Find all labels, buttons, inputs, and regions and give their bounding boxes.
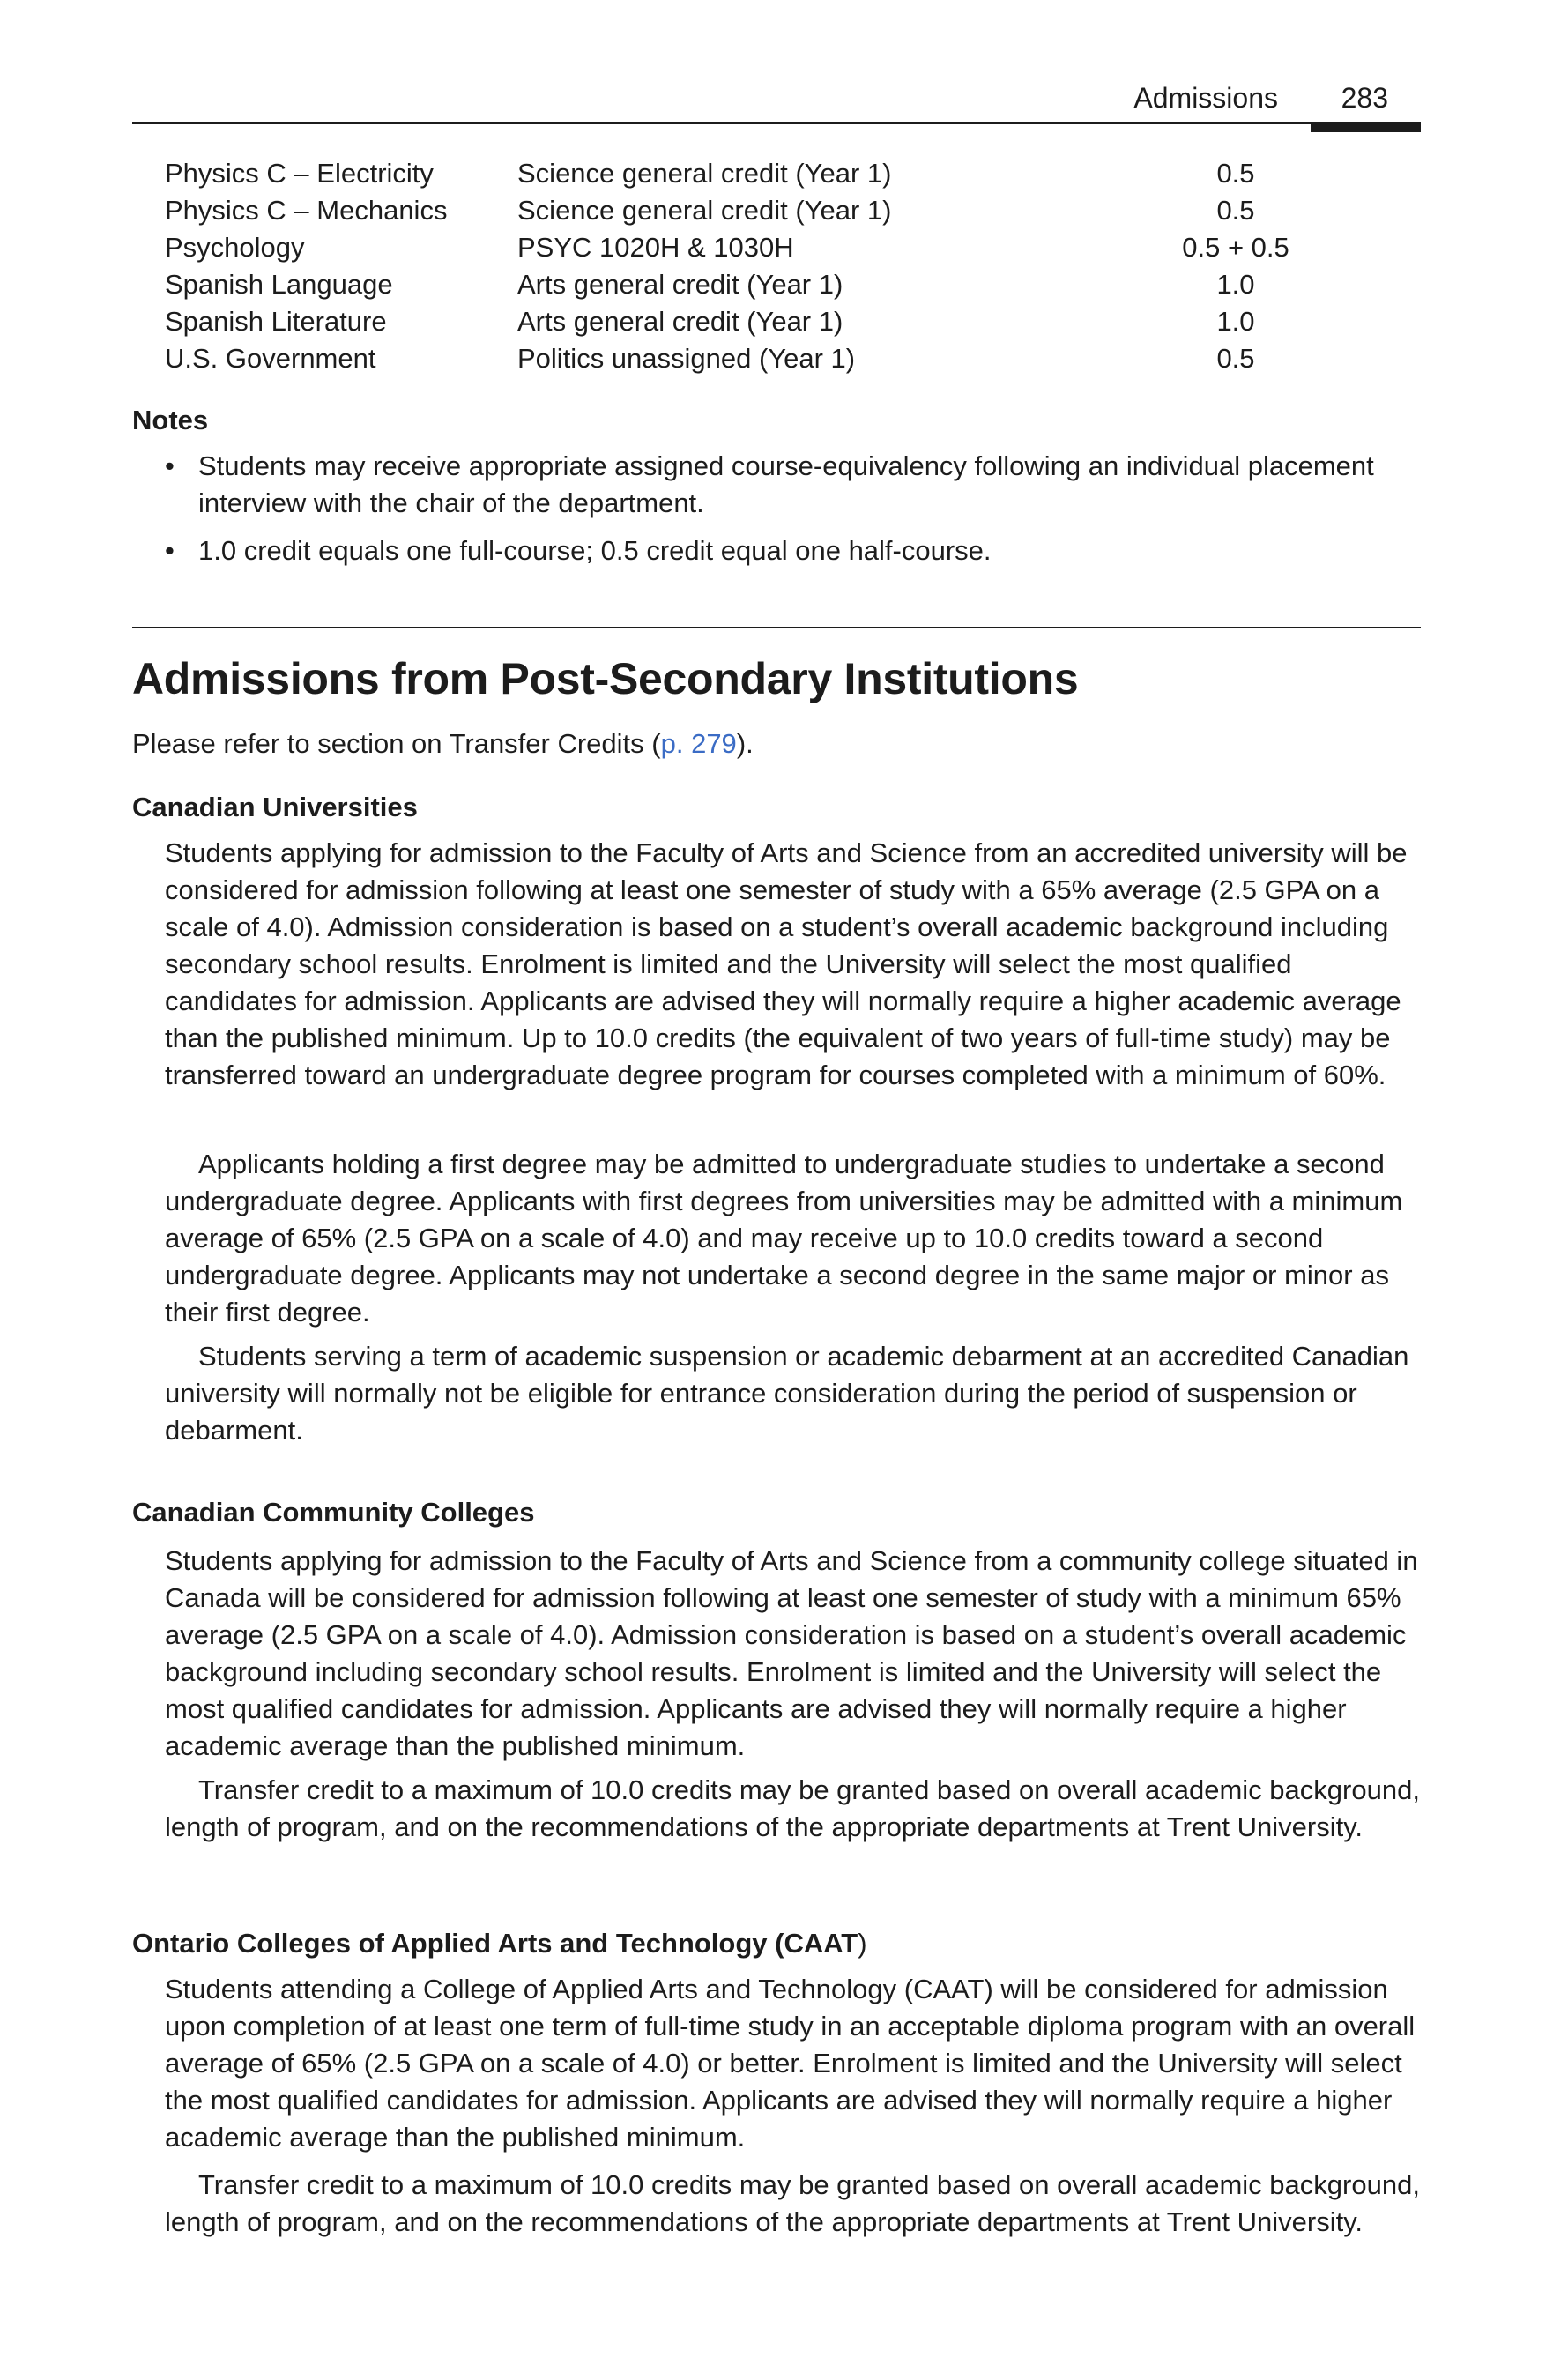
note-text: Students may receive appropriate assigned course-equivalency following an individual placement interview with the chair of the department. bbox=[198, 450, 1374, 518]
exam-name: Physics C – Mechanics bbox=[165, 195, 448, 226]
equivalent-course: Arts general credit (Year 1) bbox=[517, 269, 843, 300]
exam-name: Spanish Language bbox=[165, 269, 393, 300]
credit-value: 0.5 + 0.5 bbox=[1182, 232, 1289, 263]
note-text: 1.0 credit equals one full-course; 0.5 credit equal one half-course. bbox=[198, 535, 992, 566]
paragraph: Students attending a College of Applied Arts and Technology (CAAT) will be considered for admission upon completion of at least one term of full-time study in an acceptable diploma program with an overall average of 65% (2.5 GPA on a scale of 4.0) or better. Enrolment is limited and the University will select the most qualified candidates for admission. Applicants are advised they will normally require a higher academic average than the published minimum. bbox=[165, 1974, 1416, 2153]
bullet-icon: • bbox=[165, 535, 175, 566]
header-section-title: Admissions bbox=[1133, 82, 1278, 114]
list-item bbox=[165, 532, 1425, 569]
section-title: Admissions from Post-Secondary Institutions bbox=[132, 654, 1079, 703]
equivalent-course: PSYC 1020H & 1030H bbox=[517, 232, 794, 263]
canadian-universities-heading: Canadian Universities bbox=[132, 792, 418, 822]
table-row bbox=[165, 192, 1337, 229]
notes-heading: Notes bbox=[132, 405, 209, 435]
credit-table bbox=[165, 155, 1337, 377]
exam-name: U.S. Government bbox=[165, 343, 376, 374]
table-row bbox=[165, 155, 1337, 192]
paragraph: Transfer credit to a maximum of 10.0 credits may be granted based on overall academic background, length of program, and on the recommendations of the appropriate departments at Trent University. bbox=[165, 2169, 1420, 2237]
table-row bbox=[165, 266, 1337, 303]
paragraph: Applicants holding a first degree may be admitted to undergraduate studies to undertake a second undergraduate degree. Applicants with first degrees from universities may be admitted with a minimum average of 65% (2.5 GPA on a scale of 4.0) and may receive up to 10.0 credits toward a second undergraduate degree. Applicants may not undertake a second degree in the same major or minor as their first degree. bbox=[165, 1149, 1403, 1328]
table-row bbox=[165, 340, 1337, 377]
caat-heading bbox=[132, 1925, 867, 1962]
exam-name: Psychology bbox=[165, 232, 305, 263]
credit-value: 1.0 bbox=[1216, 269, 1255, 300]
equivalent-course: Science general credit (Year 1) bbox=[517, 195, 892, 226]
table-row bbox=[165, 303, 1337, 340]
section-intro bbox=[132, 725, 754, 762]
header-rule bbox=[132, 122, 1421, 124]
credit-value: 1.0 bbox=[1216, 306, 1255, 337]
bullet-icon: • bbox=[165, 450, 175, 481]
page-header bbox=[132, 78, 1421, 132]
caat-heading-text: Ontario Colleges of Applied Arts and Technology (CAAT bbox=[132, 1928, 858, 1959]
paragraph: Students applying for admission to the Faculty of Arts and Science from an accredited university will be considered for admission following at least one semester of study with a 65% average (2.5 GPA on a scale of 4.0). Admission consideration is based on a student’s overall academic background including secondary school results. Enrolment is limited and the University will select the most qualified candidates for admission. Applicants are advised they will normally require a higher academic average than the published minimum. Up to 10.0 credits (the equivalent of two years of full-time study) may be transferred toward an undergraduate degree program for courses completed with a minimum of 60%. bbox=[165, 837, 1408, 1090]
paragraph: Students applying for admission to the Faculty of Arts and Science from a community college situated in Canada will be considered for admission following at least one semester of study with a minimum 65% average (2.5 GPA on a scale of 4.0). Admission consideration is based on a student’s overall academic background including secondary school results. Enrolment is limited and the University will select the most qualified candidates for admission. Applicants are advised they will normally require a higher academic average than the published minimum. bbox=[165, 1545, 1418, 1761]
credit-value: 0.5 bbox=[1216, 158, 1255, 189]
equivalent-course: Politics unassigned (Year 1) bbox=[517, 343, 856, 374]
transfer-credits-page-link[interactable]: p. 279 bbox=[660, 728, 737, 759]
credit-value: 0.5 bbox=[1216, 195, 1255, 226]
notes-list bbox=[165, 448, 1425, 580]
intro-text: Please refer to section on Transfer Credits ( bbox=[132, 728, 661, 759]
exam-name: Physics C – Electricity bbox=[165, 158, 434, 189]
equivalent-course: Arts general credit (Year 1) bbox=[517, 306, 843, 337]
community-colleges-heading: Canadian Community Colleges bbox=[132, 1497, 535, 1528]
paragraph: Transfer credit to a maximum of 10.0 credits may be granted based on overall academic background, length of program, and on the recommendations of the appropriate departments at Trent University. bbox=[165, 1774, 1420, 1842]
table-row bbox=[165, 229, 1337, 266]
caat-heading-close: ) bbox=[858, 1928, 867, 1959]
section-divider bbox=[132, 627, 1421, 628]
page-number: 283 bbox=[1341, 82, 1388, 114]
paragraph: Students serving a term of academic suspension or academic debarment at an accredited Canadian university will normally not be eligible for entrance consideration during the period of suspension or debarment. bbox=[165, 1341, 1409, 1446]
list-item bbox=[165, 448, 1425, 522]
credit-value: 0.5 bbox=[1216, 343, 1255, 374]
exam-name: Spanish Literature bbox=[165, 306, 387, 337]
intro-text-end: ). bbox=[736, 728, 754, 759]
header-tab-marker bbox=[1311, 122, 1421, 132]
equivalent-course: Science general credit (Year 1) bbox=[517, 158, 892, 189]
